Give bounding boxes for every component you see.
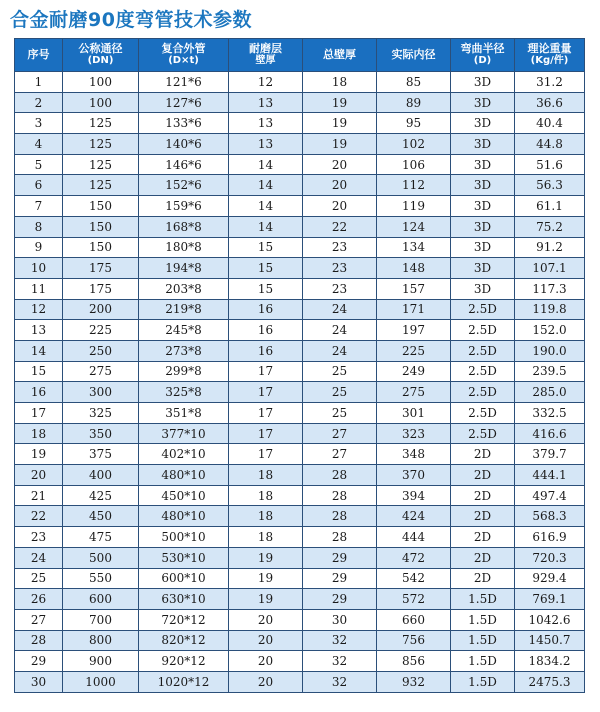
cell-col-outer-pipe: 402*10 (139, 444, 229, 465)
cell-col-index: 9 (15, 237, 63, 258)
header-col-wear-layer-thickness (229, 39, 303, 72)
cell-col-bend-radius: 2.5D (451, 340, 515, 361)
cell-col-index: 4 (15, 134, 63, 155)
cell-col-nominal-diameter: 600 (63, 589, 139, 610)
table-row (15, 278, 585, 299)
header-line1: 复合外管 (161, 42, 206, 55)
cell-col-actual-inner-diameter: 102 (377, 134, 451, 155)
cell-col-nominal-diameter: 175 (63, 258, 139, 279)
cell-col-total-wall-thickness: 29 (303, 568, 377, 589)
header-line2: (D×t) (168, 55, 199, 66)
cell-col-total-wall-thickness: 23 (303, 237, 377, 258)
cell-col-actual-inner-diameter: 424 (377, 506, 451, 527)
cell-col-actual-inner-diameter: 660 (377, 609, 451, 630)
cell-col-outer-pipe: 450*10 (139, 485, 229, 506)
table-row (15, 216, 585, 237)
cell-col-actual-inner-diameter: 348 (377, 444, 451, 465)
cell-col-actual-inner-diameter: 756 (377, 630, 451, 651)
cell-col-index: 25 (15, 568, 63, 589)
cell-col-nominal-diameter: 200 (63, 299, 139, 320)
cell-col-bend-radius: 2D (451, 527, 515, 548)
cell-col-theoretical-weight: 1834.2 (515, 651, 585, 672)
cell-col-bend-radius: 3D (451, 134, 515, 155)
cell-col-index: 13 (15, 320, 63, 341)
header-col-theoretical-weight (515, 39, 585, 72)
cell-col-index: 29 (15, 651, 63, 672)
cell-col-outer-pipe: 203*8 (139, 278, 229, 299)
cell-col-outer-pipe: 530*10 (139, 547, 229, 568)
cell-col-theoretical-weight: 929.4 (515, 568, 585, 589)
cell-col-total-wall-thickness: 24 (303, 299, 377, 320)
cell-col-wear-layer-thickness: 15 (229, 278, 303, 299)
table-row (15, 299, 585, 320)
table-row (15, 444, 585, 465)
cell-col-index: 19 (15, 444, 63, 465)
table-row (15, 547, 585, 568)
cell-col-index: 18 (15, 423, 63, 444)
cell-col-bend-radius: 3D (451, 72, 515, 93)
table-row (15, 651, 585, 672)
cell-col-total-wall-thickness: 27 (303, 444, 377, 465)
table-row (15, 382, 585, 403)
table-row (15, 506, 585, 527)
cell-col-total-wall-thickness: 19 (303, 134, 377, 155)
table-row (15, 320, 585, 341)
cell-col-index: 28 (15, 630, 63, 651)
header-line2: (Kg/件) (530, 55, 569, 66)
table-row (15, 258, 585, 279)
cell-col-actual-inner-diameter: 225 (377, 340, 451, 361)
table-row (15, 340, 585, 361)
cell-col-bend-radius: 2.5D (451, 299, 515, 320)
cell-col-theoretical-weight: 444.1 (515, 465, 585, 486)
cell-col-total-wall-thickness: 19 (303, 92, 377, 113)
cell-col-outer-pipe: 480*10 (139, 465, 229, 486)
cell-col-index: 23 (15, 527, 63, 548)
cell-col-nominal-diameter: 100 (63, 72, 139, 93)
cell-col-wear-layer-thickness: 18 (229, 465, 303, 486)
cell-col-wear-layer-thickness: 13 (229, 113, 303, 134)
cell-col-outer-pipe: 325*8 (139, 382, 229, 403)
cell-col-actual-inner-diameter: 249 (377, 361, 451, 382)
cell-col-theoretical-weight: 239.5 (515, 361, 585, 382)
spec-table (14, 38, 585, 693)
cell-col-theoretical-weight: 497.4 (515, 485, 585, 506)
cell-col-actual-inner-diameter: 112 (377, 175, 451, 196)
cell-col-wear-layer-thickness: 16 (229, 340, 303, 361)
cell-col-wear-layer-thickness: 18 (229, 527, 303, 548)
cell-col-theoretical-weight: 119.8 (515, 299, 585, 320)
cell-col-outer-pipe: 245*8 (139, 320, 229, 341)
cell-col-wear-layer-thickness: 18 (229, 485, 303, 506)
cell-col-total-wall-thickness: 25 (303, 382, 377, 403)
cell-col-bend-radius: 1.5D (451, 651, 515, 672)
cell-col-outer-pipe: 630*10 (139, 589, 229, 610)
cell-col-bend-radius: 3D (451, 196, 515, 217)
cell-col-theoretical-weight: 285.0 (515, 382, 585, 403)
cell-col-actual-inner-diameter: 119 (377, 196, 451, 217)
header-line1: 实际内径 (391, 48, 436, 61)
cell-col-nominal-diameter: 150 (63, 237, 139, 258)
table-row (15, 196, 585, 217)
cell-col-bend-radius: 3D (451, 113, 515, 134)
cell-col-nominal-diameter: 300 (63, 382, 139, 403)
cell-col-wear-layer-thickness: 20 (229, 609, 303, 630)
cell-col-outer-pipe: 127*6 (139, 92, 229, 113)
cell-col-theoretical-weight: 61.1 (515, 196, 585, 217)
cell-col-actual-inner-diameter: 89 (377, 92, 451, 113)
table-row (15, 92, 585, 113)
cell-col-total-wall-thickness: 18 (303, 72, 377, 93)
header-line1: 弯曲半径 (460, 42, 505, 55)
table-body (15, 72, 585, 693)
cell-col-index: 22 (15, 506, 63, 527)
cell-col-nominal-diameter: 500 (63, 547, 139, 568)
page-title: 合金耐磨90度弯管技术参数 (10, 9, 252, 31)
cell-col-theoretical-weight: 36.6 (515, 92, 585, 113)
cell-col-wear-layer-thickness: 17 (229, 423, 303, 444)
header-col-outer-pipe (139, 39, 229, 72)
cell-col-outer-pipe: 273*8 (139, 340, 229, 361)
cell-col-nominal-diameter: 125 (63, 134, 139, 155)
cell-col-index: 30 (15, 671, 63, 692)
cell-col-nominal-diameter: 125 (63, 113, 139, 134)
cell-col-bend-radius: 1.5D (451, 609, 515, 630)
cell-col-index: 17 (15, 403, 63, 424)
cell-col-index: 10 (15, 258, 63, 279)
cell-col-index: 3 (15, 113, 63, 134)
cell-col-total-wall-thickness: 29 (303, 589, 377, 610)
cell-col-wear-layer-thickness: 17 (229, 403, 303, 424)
cell-col-bend-radius: 2.5D (451, 382, 515, 403)
cell-col-bend-radius: 2D (451, 547, 515, 568)
table-row (15, 175, 585, 196)
cell-col-outer-pipe: 219*8 (139, 299, 229, 320)
cell-col-outer-pipe: 159*6 (139, 196, 229, 217)
cell-col-bend-radius: 3D (451, 154, 515, 175)
cell-col-outer-pipe: 121*6 (139, 72, 229, 93)
table-row (15, 113, 585, 134)
cell-col-nominal-diameter: 700 (63, 609, 139, 630)
cell-col-bend-radius: 2.5D (451, 361, 515, 382)
cell-col-index: 26 (15, 589, 63, 610)
cell-col-theoretical-weight: 56.3 (515, 175, 585, 196)
cell-col-theoretical-weight: 44.8 (515, 134, 585, 155)
cell-col-actual-inner-diameter: 124 (377, 216, 451, 237)
cell-col-bend-radius: 3D (451, 237, 515, 258)
cell-col-bend-radius: 2D (451, 465, 515, 486)
cell-col-total-wall-thickness: 20 (303, 154, 377, 175)
cell-col-total-wall-thickness: 25 (303, 403, 377, 424)
cell-col-bend-radius: 2.5D (451, 320, 515, 341)
cell-col-bend-radius: 2.5D (451, 423, 515, 444)
cell-col-wear-layer-thickness: 17 (229, 361, 303, 382)
cell-col-nominal-diameter: 125 (63, 154, 139, 175)
cell-col-outer-pipe: 152*6 (139, 175, 229, 196)
cell-col-index: 24 (15, 547, 63, 568)
cell-col-outer-pipe: 180*8 (139, 237, 229, 258)
header-line1: 耐磨层 (249, 42, 282, 55)
cell-col-outer-pipe: 140*6 (139, 134, 229, 155)
cell-col-wear-layer-thickness: 19 (229, 589, 303, 610)
table-row (15, 609, 585, 630)
cell-col-outer-pipe: 299*8 (139, 361, 229, 382)
cell-col-wear-layer-thickness: 15 (229, 237, 303, 258)
cell-col-nominal-diameter: 325 (63, 403, 139, 424)
cell-col-outer-pipe: 168*8 (139, 216, 229, 237)
table-row (15, 527, 585, 548)
cell-col-theoretical-weight: 190.0 (515, 340, 585, 361)
header-col-bend-radius (451, 39, 515, 72)
table-row (15, 72, 585, 93)
cell-col-actual-inner-diameter: 157 (377, 278, 451, 299)
cell-col-theoretical-weight: 51.6 (515, 154, 585, 175)
cell-col-index: 20 (15, 465, 63, 486)
header-line1: 总壁厚 (323, 48, 356, 61)
cell-col-index: 5 (15, 154, 63, 175)
cell-col-actual-inner-diameter: 148 (377, 258, 451, 279)
cell-col-theoretical-weight: 1450.7 (515, 630, 585, 651)
table-row (15, 423, 585, 444)
cell-col-bend-radius: 3D (451, 278, 515, 299)
cell-col-wear-layer-thickness: 19 (229, 547, 303, 568)
cell-col-index: 16 (15, 382, 63, 403)
cell-col-total-wall-thickness: 30 (303, 609, 377, 630)
header-line2: (DN) (87, 55, 114, 66)
cell-col-total-wall-thickness: 25 (303, 361, 377, 382)
cell-col-total-wall-thickness: 27 (303, 423, 377, 444)
cell-col-actual-inner-diameter: 856 (377, 651, 451, 672)
cell-col-nominal-diameter: 375 (63, 444, 139, 465)
cell-col-nominal-diameter: 150 (63, 216, 139, 237)
cell-col-wear-layer-thickness: 16 (229, 320, 303, 341)
cell-col-bend-radius: 2D (451, 444, 515, 465)
cell-col-index: 7 (15, 196, 63, 217)
cell-col-index: 11 (15, 278, 63, 299)
cell-col-total-wall-thickness: 28 (303, 465, 377, 486)
cell-col-nominal-diameter: 175 (63, 278, 139, 299)
table-row (15, 134, 585, 155)
cell-col-bend-radius: 2D (451, 506, 515, 527)
cell-col-wear-layer-thickness: 14 (229, 154, 303, 175)
header-col-actual-inner-diameter (377, 39, 451, 72)
cell-col-theoretical-weight: 91.2 (515, 237, 585, 258)
cell-col-wear-layer-thickness: 17 (229, 444, 303, 465)
cell-col-actual-inner-diameter: 275 (377, 382, 451, 403)
cell-col-outer-pipe: 194*8 (139, 258, 229, 279)
cell-col-actual-inner-diameter: 370 (377, 465, 451, 486)
header-col-total-wall-thickness (303, 39, 377, 72)
cell-col-index: 27 (15, 609, 63, 630)
cell-col-outer-pipe: 377*10 (139, 423, 229, 444)
cell-col-wear-layer-thickness: 18 (229, 506, 303, 527)
cell-col-actual-inner-diameter: 472 (377, 547, 451, 568)
cell-col-theoretical-weight: 332.5 (515, 403, 585, 424)
cell-col-wear-layer-thickness: 19 (229, 568, 303, 589)
cell-col-bend-radius: 3D (451, 258, 515, 279)
cell-col-theoretical-weight: 720.3 (515, 547, 585, 568)
cell-col-index: 12 (15, 299, 63, 320)
cell-col-actual-inner-diameter: 171 (377, 299, 451, 320)
cell-col-bend-radius: 1.5D (451, 589, 515, 610)
cell-col-nominal-diameter: 475 (63, 527, 139, 548)
cell-col-wear-layer-thickness: 20 (229, 651, 303, 672)
table-row (15, 485, 585, 506)
cell-col-bend-radius: 3D (451, 92, 515, 113)
table-row (15, 589, 585, 610)
cell-col-index: 15 (15, 361, 63, 382)
cell-col-theoretical-weight: 416.6 (515, 423, 585, 444)
cell-col-actual-inner-diameter: 134 (377, 237, 451, 258)
cell-col-outer-pipe: 500*10 (139, 527, 229, 548)
cell-col-nominal-diameter: 550 (63, 568, 139, 589)
cell-col-nominal-diameter: 150 (63, 196, 139, 217)
cell-col-nominal-diameter: 275 (63, 361, 139, 382)
cell-col-bend-radius: 3D (451, 175, 515, 196)
cell-col-outer-pipe: 1020*12 (139, 671, 229, 692)
cell-col-theoretical-weight: 31.2 (515, 72, 585, 93)
cell-col-theoretical-weight: 2475.3 (515, 671, 585, 692)
cell-col-bend-radius: 1.5D (451, 630, 515, 651)
cell-col-total-wall-thickness: 28 (303, 527, 377, 548)
cell-col-theoretical-weight: 107.1 (515, 258, 585, 279)
cell-col-nominal-diameter: 100 (63, 92, 139, 113)
cell-col-nominal-diameter: 400 (63, 465, 139, 486)
cell-col-outer-pipe: 480*10 (139, 506, 229, 527)
cell-col-nominal-diameter: 450 (63, 506, 139, 527)
cell-col-wear-layer-thickness: 16 (229, 299, 303, 320)
cell-col-actual-inner-diameter: 572 (377, 589, 451, 610)
table-row (15, 465, 585, 486)
cell-col-total-wall-thickness: 28 (303, 506, 377, 527)
cell-col-index: 21 (15, 485, 63, 506)
table-header-row (15, 39, 585, 72)
cell-col-total-wall-thickness: 24 (303, 340, 377, 361)
cell-col-wear-layer-thickness: 12 (229, 72, 303, 93)
cell-col-nominal-diameter: 125 (63, 175, 139, 196)
header-line2: 壁厚 (255, 55, 276, 66)
cell-col-nominal-diameter: 1000 (63, 671, 139, 692)
cell-col-index: 1 (15, 72, 63, 93)
cell-col-total-wall-thickness: 32 (303, 671, 377, 692)
cell-col-outer-pipe: 920*12 (139, 651, 229, 672)
table-row (15, 568, 585, 589)
cell-col-nominal-diameter: 800 (63, 630, 139, 651)
cell-col-nominal-diameter: 225 (63, 320, 139, 341)
cell-col-bend-radius: 2.5D (451, 403, 515, 424)
cell-col-theoretical-weight: 379.7 (515, 444, 585, 465)
cell-col-total-wall-thickness: 28 (303, 485, 377, 506)
cell-col-wear-layer-thickness: 17 (229, 382, 303, 403)
cell-col-actual-inner-diameter: 542 (377, 568, 451, 589)
table-row (15, 630, 585, 651)
cell-col-outer-pipe: 351*8 (139, 403, 229, 424)
header-col-nominal-diameter (63, 39, 139, 72)
cell-col-actual-inner-diameter: 323 (377, 423, 451, 444)
cell-col-total-wall-thickness: 22 (303, 216, 377, 237)
cell-col-theoretical-weight: 1042.6 (515, 609, 585, 630)
cell-col-nominal-diameter: 250 (63, 340, 139, 361)
cell-col-index: 2 (15, 92, 63, 113)
cell-col-bend-radius: 2D (451, 568, 515, 589)
cell-col-total-wall-thickness: 23 (303, 258, 377, 279)
cell-col-outer-pipe: 600*10 (139, 568, 229, 589)
cell-col-theoretical-weight: 616.9 (515, 527, 585, 548)
cell-col-nominal-diameter: 900 (63, 651, 139, 672)
cell-col-index: 8 (15, 216, 63, 237)
cell-col-theoretical-weight: 568.3 (515, 506, 585, 527)
cell-col-nominal-diameter: 425 (63, 485, 139, 506)
cell-col-wear-layer-thickness: 13 (229, 134, 303, 155)
cell-col-total-wall-thickness: 24 (303, 320, 377, 341)
table-row (15, 671, 585, 692)
cell-col-wear-layer-thickness: 14 (229, 196, 303, 217)
cell-col-theoretical-weight: 117.3 (515, 278, 585, 299)
header-line1: 公称通径 (78, 42, 123, 55)
cell-col-actual-inner-diameter: 95 (377, 113, 451, 134)
cell-col-bend-radius: 1.5D (451, 671, 515, 692)
cell-col-total-wall-thickness: 23 (303, 278, 377, 299)
cell-col-actual-inner-diameter: 197 (377, 320, 451, 341)
cell-col-wear-layer-thickness: 14 (229, 216, 303, 237)
cell-col-actual-inner-diameter: 932 (377, 671, 451, 692)
cell-col-nominal-diameter: 350 (63, 423, 139, 444)
cell-col-total-wall-thickness: 32 (303, 651, 377, 672)
cell-col-bend-radius: 3D (451, 216, 515, 237)
cell-col-outer-pipe: 820*12 (139, 630, 229, 651)
header-line1: 理论重量 (527, 42, 572, 55)
cell-col-wear-layer-thickness: 20 (229, 671, 303, 692)
table-row (15, 154, 585, 175)
cell-col-outer-pipe: 133*6 (139, 113, 229, 134)
table-row (15, 237, 585, 258)
cell-col-index: 6 (15, 175, 63, 196)
cell-col-total-wall-thickness: 32 (303, 630, 377, 651)
cell-col-total-wall-thickness: 19 (303, 113, 377, 134)
cell-col-theoretical-weight: 769.1 (515, 589, 585, 610)
cell-col-actual-inner-diameter: 106 (377, 154, 451, 175)
table-row (15, 361, 585, 382)
cell-col-actual-inner-diameter: 301 (377, 403, 451, 424)
cell-col-theoretical-weight: 152.0 (515, 320, 585, 341)
cell-col-total-wall-thickness: 20 (303, 196, 377, 217)
table-row (15, 403, 585, 424)
cell-col-outer-pipe: 146*6 (139, 154, 229, 175)
cell-col-actual-inner-diameter: 444 (377, 527, 451, 548)
cell-col-total-wall-thickness: 20 (303, 175, 377, 196)
cell-col-actual-inner-diameter: 394 (377, 485, 451, 506)
cell-col-total-wall-thickness: 29 (303, 547, 377, 568)
header-line1: 序号 (27, 48, 50, 61)
cell-col-theoretical-weight: 40.4 (515, 113, 585, 134)
cell-col-wear-layer-thickness: 14 (229, 175, 303, 196)
cell-col-wear-layer-thickness: 15 (229, 258, 303, 279)
cell-col-actual-inner-diameter: 85 (377, 72, 451, 93)
cell-col-index: 14 (15, 340, 63, 361)
cell-col-theoretical-weight: 75.2 (515, 216, 585, 237)
cell-col-outer-pipe: 720*12 (139, 609, 229, 630)
cell-col-wear-layer-thickness: 20 (229, 630, 303, 651)
cell-col-wear-layer-thickness: 13 (229, 92, 303, 113)
header-line2: (D) (473, 55, 492, 66)
header-col-index (15, 39, 63, 72)
cell-col-bend-radius: 2D (451, 485, 515, 506)
